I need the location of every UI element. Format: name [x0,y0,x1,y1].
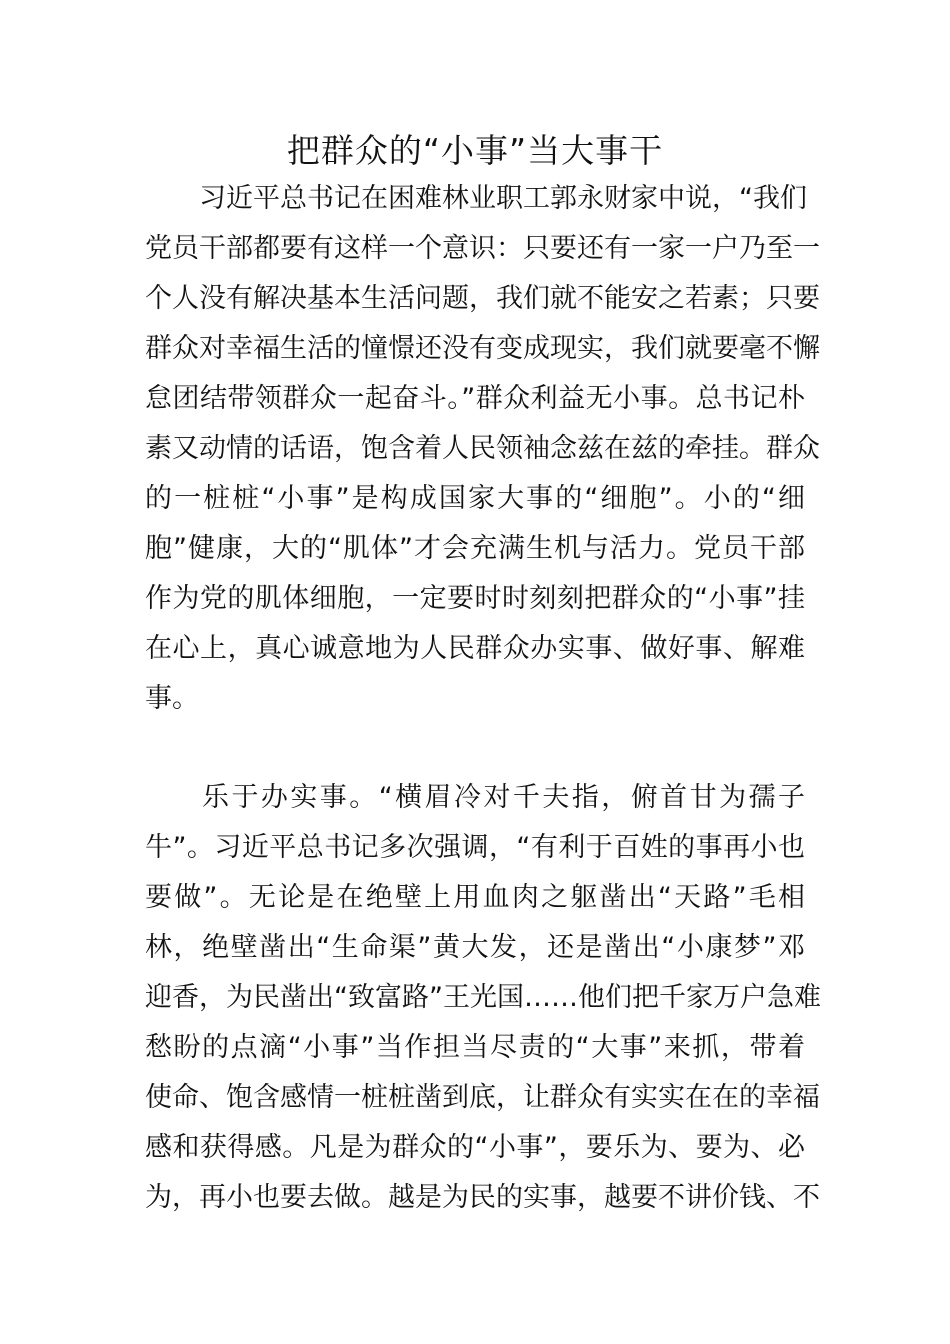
text-line: 愁盼的点滴“小事”当作担当尽责的“大事”来抓，带着 [145,1032,805,1063]
text-line: 个人没有解决基本生活问题，我们就不能安之若素；只要 [145,283,820,314]
text-line: 要做”。无论是在绝壁上用血肉之躯凿出“天路”毛相 [145,882,805,913]
text-line: 牛”。习近平总书记多次强调，“有利于百姓的事再小也 [145,832,805,863]
text-line: 作为党的肌体细胞，一定要时时刻刻把群众的“小事”挂 [145,583,805,614]
text-line: 怠团结带领群众一起奋斗。”群众利益无小事。总书记朴 [145,383,805,414]
text-line: 的一桩桩“小事”是构成国家大事的“细胞”。小的“细 [145,483,805,514]
text-line: 迎香，为民凿出“致富路”王光国……他们把千家万户急难 [145,982,821,1013]
paragraph-2 [145,773,821,1223]
text-line: 党员干部都要有这样一个意识：只要还有一家一户乃至一 [145,233,820,264]
document-title: 把群众的“小事”当大事干 [286,131,664,170]
text-line: 胞”健康，大的“肌体”才会充满生机与活力。党员干部 [145,533,805,564]
text-line: 习近平总书记在困难林业职工郭永财家中说，“我们 [199,183,807,214]
text-line: 感和获得感。凡是为群众的“小事”，要乐为、要为、必 [145,1132,805,1163]
text-line: 乐于办实事。“横眉冷对千夫指，俯首甘为孺子 [202,782,805,813]
text-line: 使命、饱含感情一桩桩凿到底，让群众有实实在在的幸福 [145,1082,820,1113]
text-line: 在心上，真心诚意地为人民群众办实事、做好事、解难 [145,633,805,664]
text-line: 事。 [145,683,199,714]
paragraph-1 [145,174,820,724]
text-line: 为，再小也要去做。越是为民的实事，越要不讲价钱、不 [145,1182,820,1213]
text-line: 素又动情的话语，饱含着人民领袖念兹在兹的牵挂。群众 [145,433,820,464]
text-line: 林，绝壁凿出“生命渠”黄大发，还是凿出“小康梦”邓 [145,932,805,963]
text-line: 群众对幸福生活的憧憬还没有变成现实，我们就要毫不懈 [145,333,820,364]
